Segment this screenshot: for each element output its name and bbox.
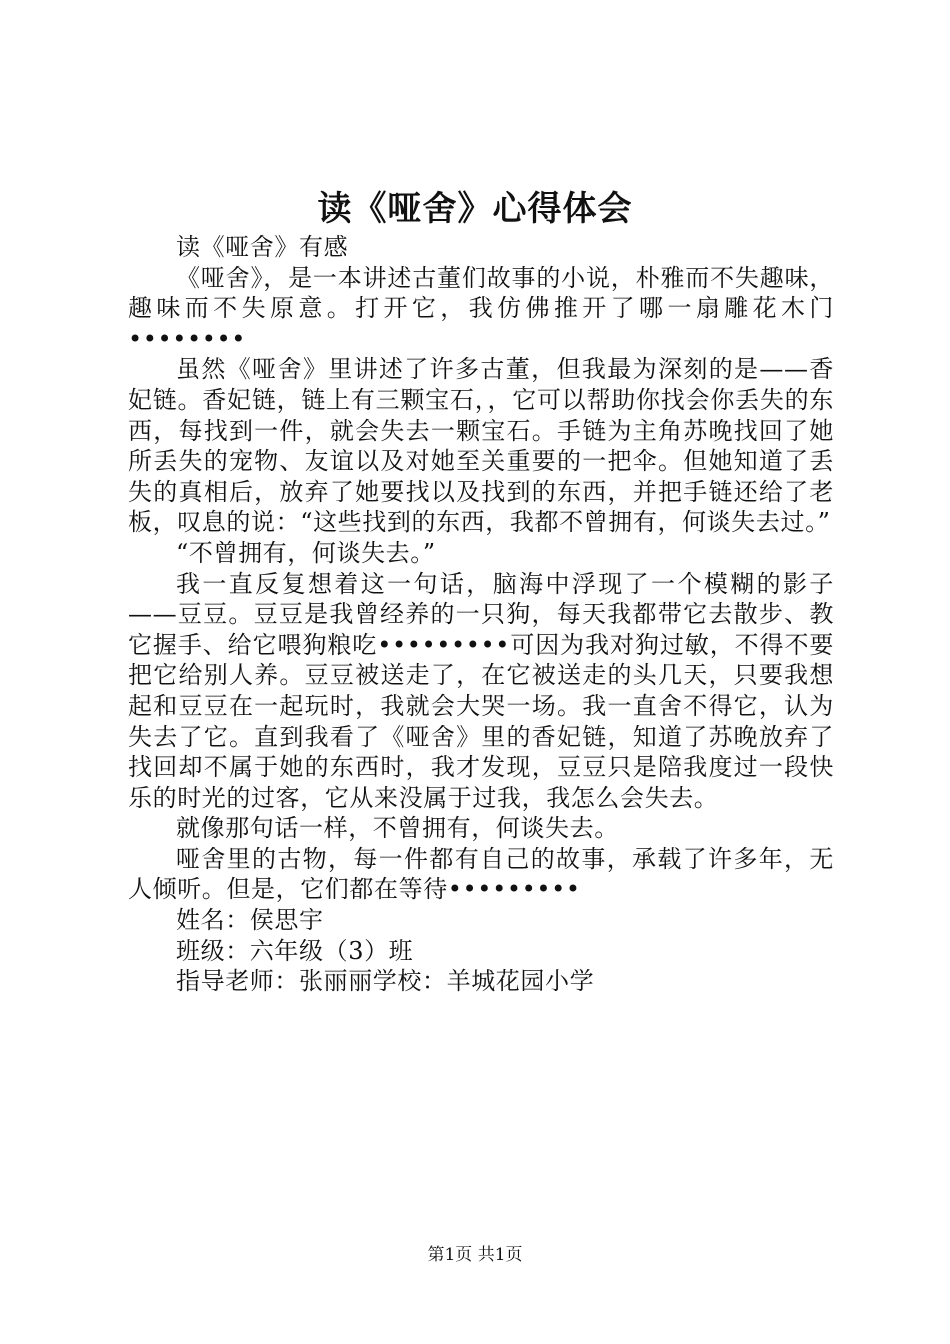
author-class: 班级：六年级（3）班: [176, 936, 414, 965]
author-name: 姓名：侯思宇: [176, 906, 324, 935]
paragraph-intro: 《哑舍》，是一本讲述古董们故事的小说，朴雅而不失趣味，趣味而不失原意。打开它，我仿佛推开了哪一扇雕花木门••••••••: [128, 263, 834, 353]
paragraph-quote: “不曾拥有，何谈失去。”: [176, 538, 436, 567]
paragraph-doudou: 我一直反复想着这一句话，脑海中浮现了一个模糊的影子——豆豆。豆豆是我曾经养的一只狗，每天我都带它去散步、教它握手、给它喂狗粮吃•••••••••可因为我对狗过敏，不得不要把它给别人养。豆豆被送走了，在它被送走的头几天，只要我想起和豆豆在一起玩时，我就会大哭一场。我一直舍不得它，认为失去了它。直到我看了《哑舍》里的香妃链，知道了苏晚放弃了找回却不属于她的东西时，我才发现，豆豆只是陪我度过一段快乐的时光的过客，它从来没属于过我，我怎么会失去。: [128, 569, 834, 812]
author-teacher-school: 指导老师：张丽丽学校：羊城花园小学: [176, 967, 595, 996]
document-body: [128, 232, 834, 997]
paragraph-subtitle: 读《哑舍》有感: [176, 233, 349, 261]
paragraph-conclusion: 哑舍里的古物，每一件都有自己的故事，承载了许多年，无人倾听。但是，它们都在等待•••••••••: [128, 844, 834, 904]
page-footer: 第1页 共1页: [427, 1245, 523, 1265]
document-title: 读《哑舍》心得体会: [317, 189, 633, 229]
paragraph-necklace: 虽然《哑舍》里讲述了许多古董，但我最为深刻的是——香妃链。香妃链，链上有三颗宝石，，它可以帮助你找会你丢失的东西，每找到一件，就会失去一颗宝石。手链为主角苏晚找回了她所丢失的宠物、友谊以及对她至关重要的一把伞。但她知道了丢失的真相后，放弃了她要找以及找到的东西，并把手链还给了老板，叹息的说：“这些找到的东西，我都不曾拥有，何谈失去过。”: [128, 355, 834, 537]
paragraph-reflection: 就像那句话一样，不曾拥有，何谈失去。: [176, 814, 619, 843]
